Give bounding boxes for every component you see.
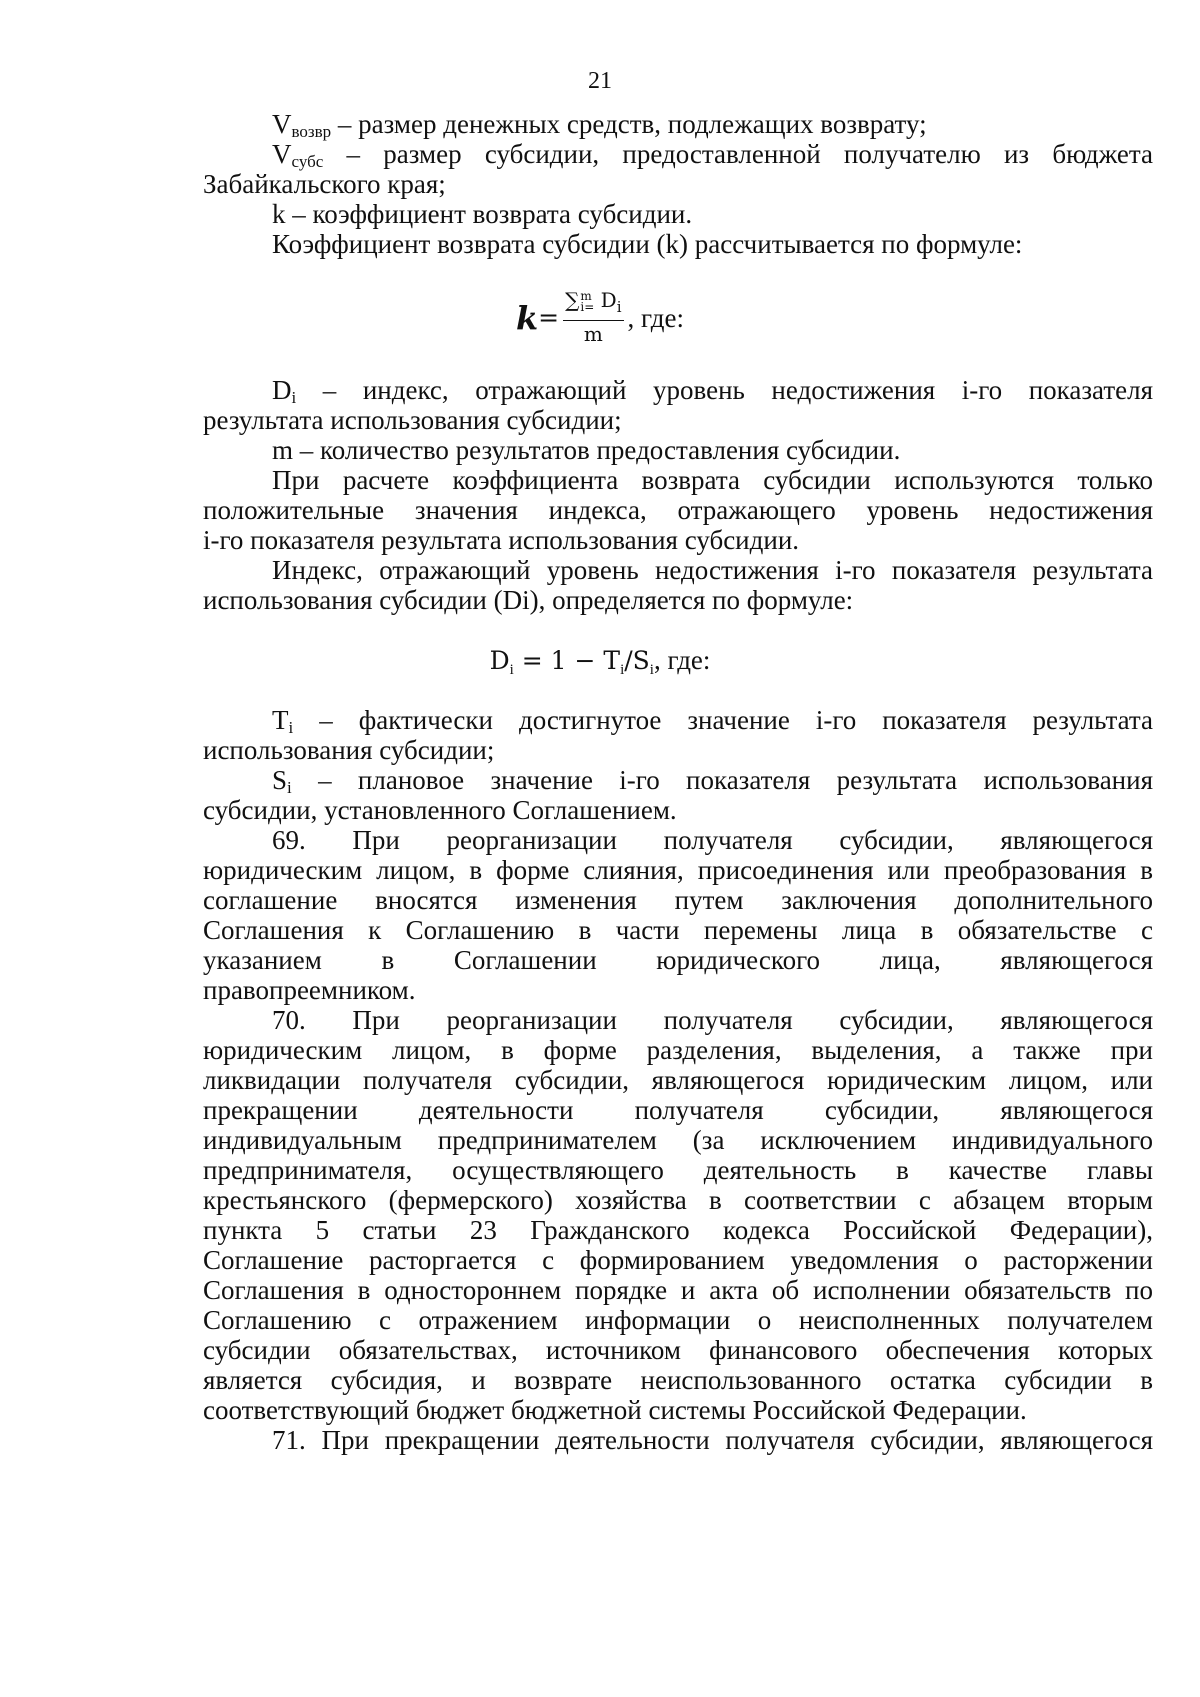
text-line: Соглашение расторгается с формированием уведомления о расторжении [203,1245,1153,1275]
text-line: Забайкальского края; [203,169,446,199]
text-line: результата использования субсидии; [203,405,622,435]
text-line: пункта 5 статьи 23 Гражданского кодекса Российской Федерации), [203,1215,1153,1245]
text-line: субсидии, установленного Соглашением. [203,795,677,825]
formula-d-i: Di = 1 − Ti/Si, где: [489,645,711,678]
definition-k: k – коэффициент возврата субсидии. [272,199,693,229]
formula-k-fraction: ∑ m i= $D_i$ m [565,288,622,346]
text-line: соглашение вносятся изменения путем заключения дополнительного [203,885,1153,915]
text-line: индивидуальным предпринимателем (за исключением индивидуального [203,1125,1153,1155]
definition-v-subsidy: $V_{субс}$ – размер субсидии, предоставленной получателю из бюджета [272,139,1153,171]
paragraph-69: 69. При реорганизации получателя субсидии, являющегося [272,825,1153,855]
text-line: является субсидия, и возврате неиспользованного остатка субсидии в [203,1365,1153,1395]
formula-intro: Коэффициент возврата субсидии (k) рассчитывается по формуле: [272,229,1023,259]
text-line: юридическим лицом, в форме слияния, присоединения или преобразования в [203,855,1153,885]
definition-s-i: $S_i$ – плановое значение i-го показателя результата использования [272,765,1153,797]
text-line: Соглашению с отражением информации о неисполненных получателем [203,1305,1153,1335]
definition-m: m – количество результатов предоставления субсидии. [272,435,901,465]
definition-v-return: $V_{возвр}$ – размер денежных средств, подлежащих возврату; [272,109,927,141]
text-line: прекращении деятельности получателя субсидии, являющегося [203,1095,1153,1125]
formula-k-lhs: k [516,298,539,337]
definition-d-i: $D_i$ – индекс, отражающий уровень недостижения i-го показателя [272,375,1153,407]
text-line: правопреемником. [203,975,416,1005]
paragraph-71: 71. При прекращении деятельности получателя субсидии, являющегося [272,1425,1153,1455]
text-line: При расчете коэффициента возврата субсидии используются только [272,465,1153,495]
text-line: Соглашения в одностороннем порядке и акта об исполнении обязательств по [203,1275,1153,1305]
text-line: субсидии обязательствах, источником финансового обеспечения которых [203,1335,1153,1365]
paragraph-70: 70. При реорганизации получателя субсидии, являющегося [272,1005,1153,1035]
text-line: юридическим лицом, в форме разделения, выделения, а также при [203,1035,1153,1065]
text-line: Индекс, отражающий уровень недостижения i-го показателя результата [272,555,1153,585]
text-line: i-го показателя результата использования субсидии. [203,525,800,555]
page-number: 21 [588,68,612,94]
text-line: использования субсидии; [203,735,495,765]
formula-k: k= ∑ m i= $D_i$ m , где: [516,288,684,346]
text-line: крестьянского (фермерского) хозяйства в соответствии с абзацем вторым [203,1185,1153,1215]
text-line: предпринимателя, осуществляющего деятельность в качестве главы [203,1155,1153,1185]
text-line: использования субсидии (Di), определяется по формуле: [203,585,854,615]
definition-t-i: $T_i$ – фактически достигнутое значение i-го показателя результата [272,705,1153,737]
text-line: ликвидации получателя субсидии, являющегося юридическим лицом, или [203,1065,1153,1095]
text-line: соответствующий бюджет бюджетной системы Российской Федерации. [203,1395,1027,1425]
text-line: Соглашения к Соглашению в части перемены лица в обязательстве с [203,915,1153,945]
text-line: положительные значения индекса, отражающего уровень недостижения [203,495,1153,525]
text-line: указанием в Соглашении юридического лица, являющегося [203,945,1153,975]
